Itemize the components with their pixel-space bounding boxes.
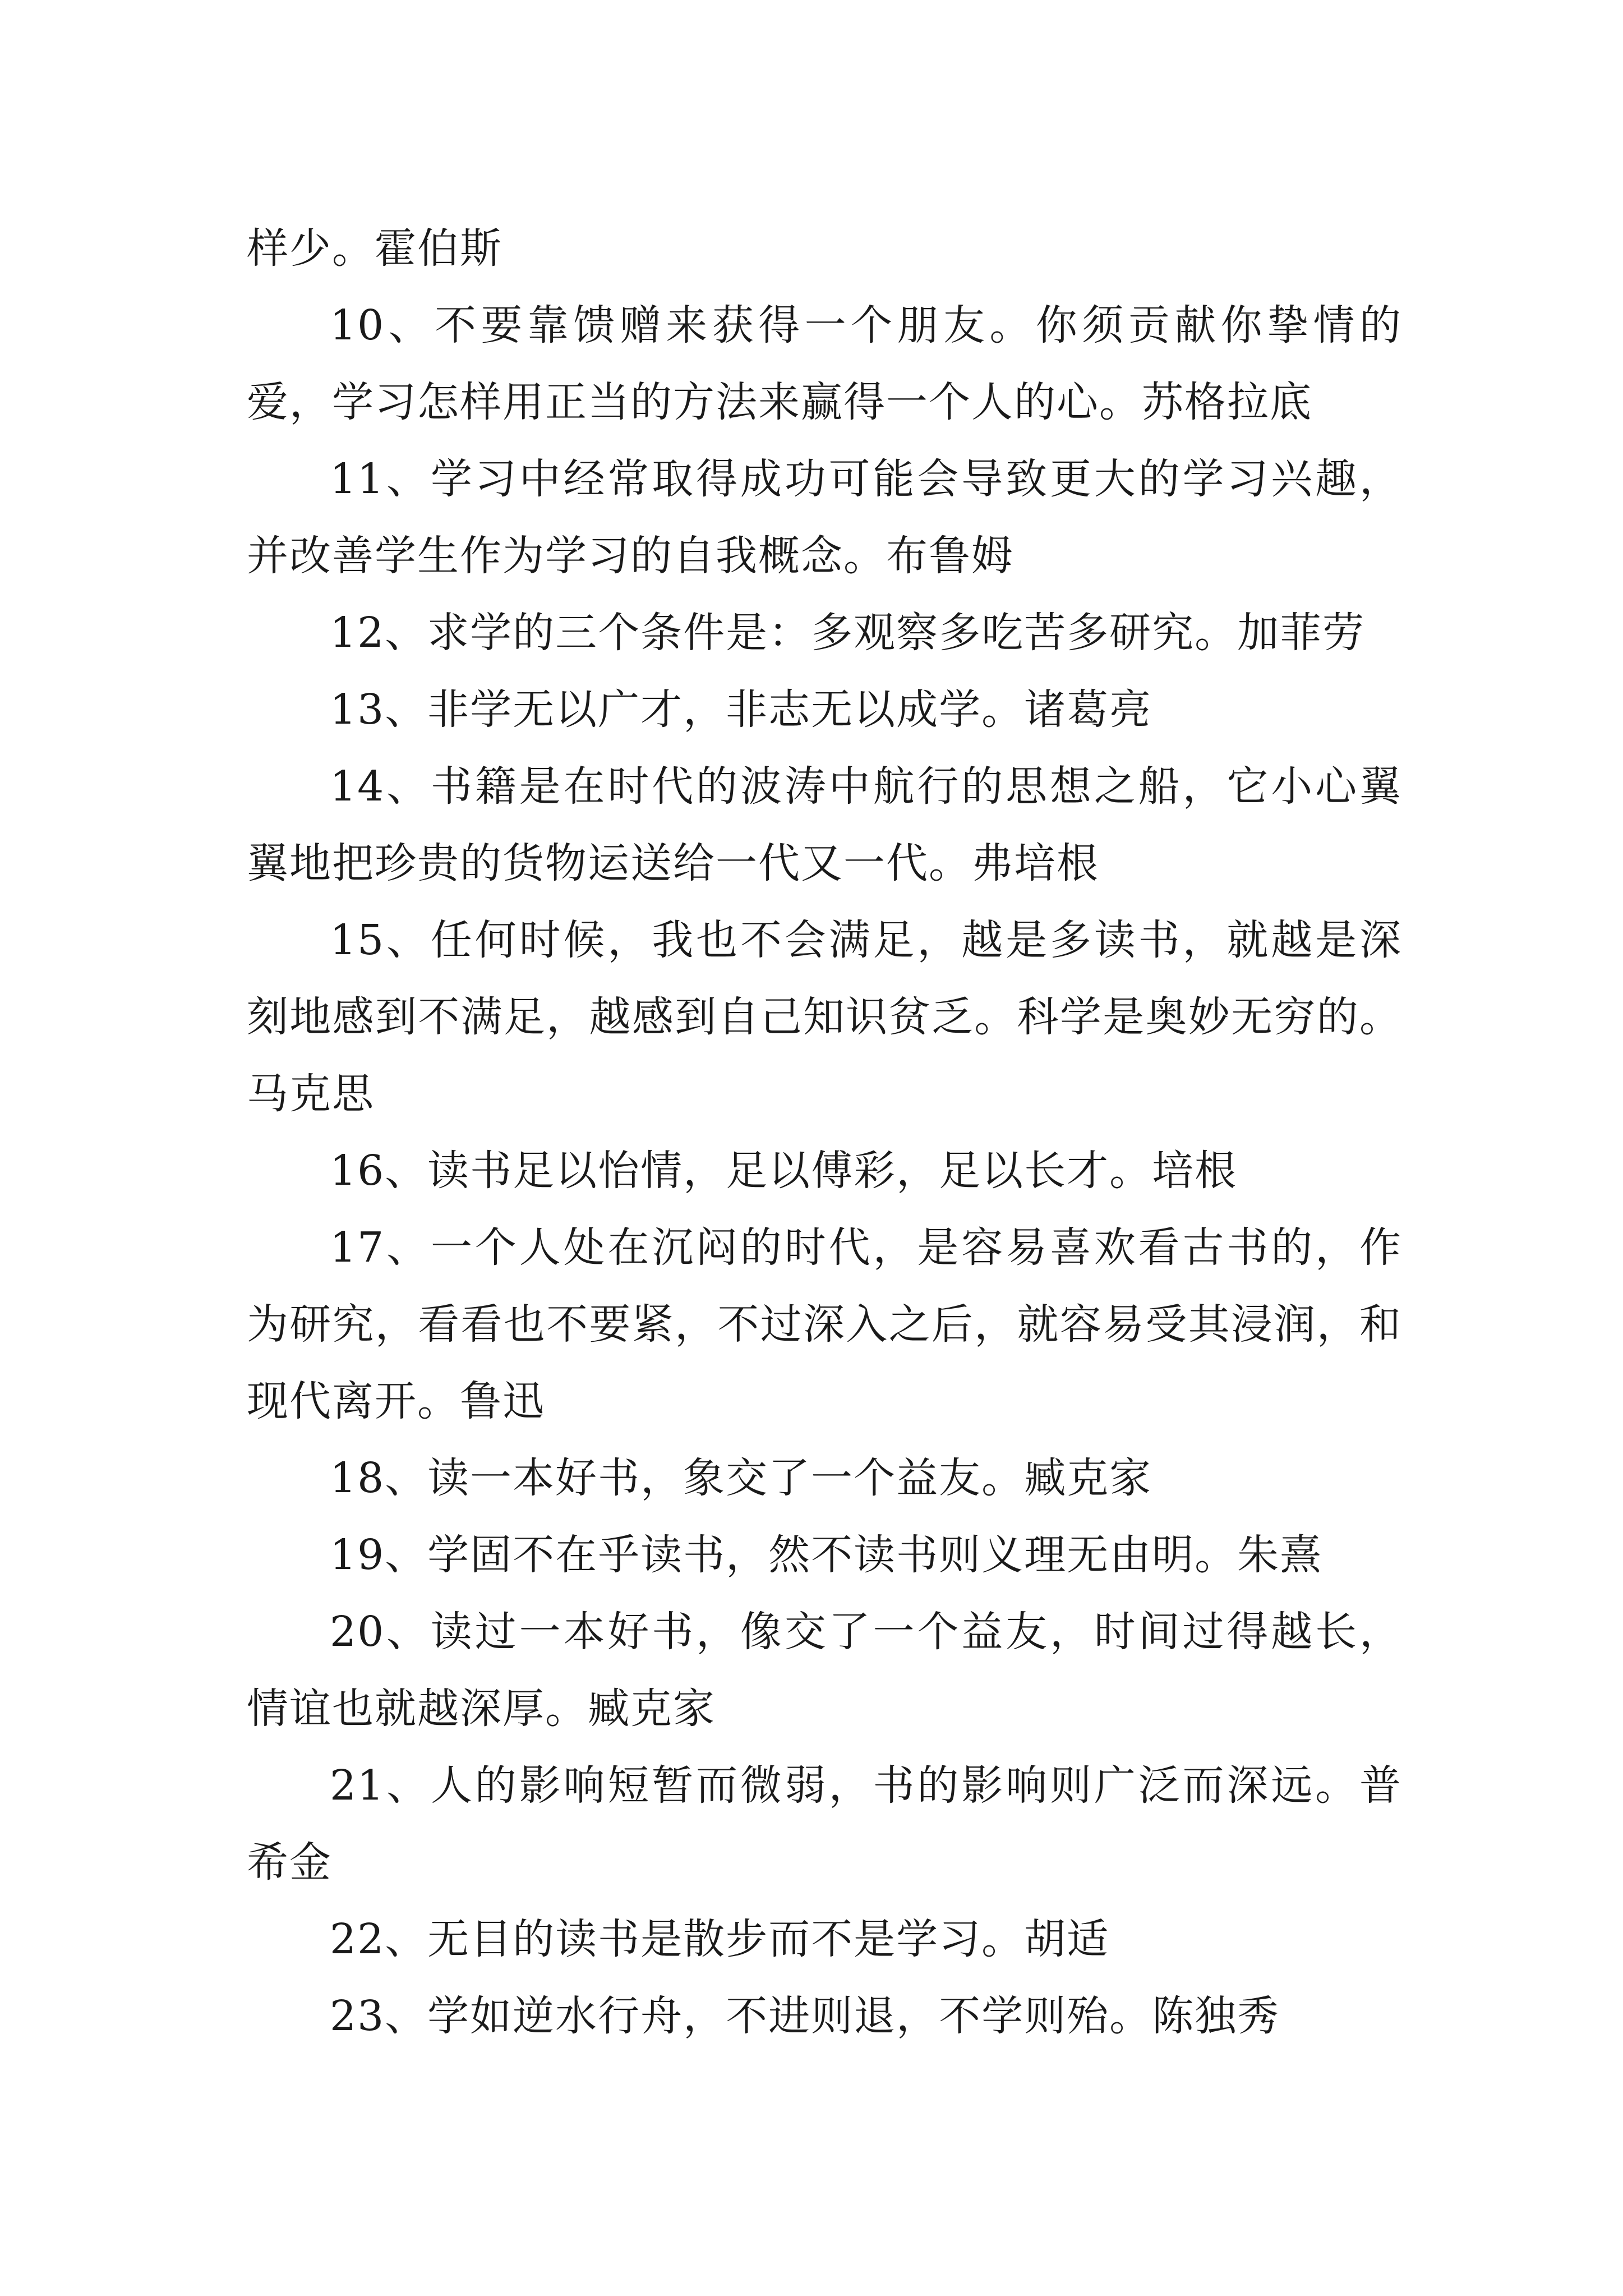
quote-17: 17、一个人处在沉闷的时代，是容易喜欢看古书的，作为研究，看看也不要紧，不过深入之后，就容易受其浸润，和现代离开。鲁迅 <box>247 1223 1402 1425</box>
quote-15: 15、任何时候，我也不会满足，越是多读书，就越是深刻地感到不满足，越感到自己知识贫乏。科学是奥妙无穷的。马克思 <box>247 916 1402 1118</box>
paragraph-continuation: 样少。霍伯斯 <box>247 224 502 273</box>
quote-14: 14、书籍是在时代的波涛中航行的思想之船，它小心翼翼地把珍贵的货物运送给一代又一代。弗培根 <box>247 762 1402 887</box>
quote-11: 11、学习中经常取得成功可能会导致更大的学习兴趣，并改善学生作为学习的自我概念。布鲁姆 <box>247 455 1402 580</box>
quote-23: 23、学如逆水行舟，不进则退，不学则殆。陈独秀 <box>330 1992 1280 2040</box>
quote-13: 13、非学无以广才，非志无以成学。诸葛亮 <box>330 685 1152 734</box>
quote-21: 21、人的影响短暂而微弱，书的影响则广泛而深远。普希金 <box>247 1761 1402 1887</box>
quote-10: 10、不要靠馈赠来获得一个朋友。你须贡献你挚情的爱，学习怎样用正当的方法来赢得一个人的心。苏格拉底 <box>247 301 1402 426</box>
quote-12: 12、求学的三个条件是：多观察多吃苦多研究。加菲劳 <box>330 609 1366 657</box>
quote-20: 20、读过一本好书，像交了一个益友，时间过得越长，情谊也就越深厚。臧克家 <box>247 1608 1402 1733</box>
quote-18: 18、读一本好书，象交了一个益友。臧克家 <box>330 1454 1152 1502</box>
document-body <box>247 210 1402 2055</box>
quote-22: 22、无目的读书是散步而不是学习。胡适 <box>330 1915 1110 1963</box>
quote-19: 19、学固不在乎读书，然不读书则义理无由明。朱熹 <box>330 1531 1323 1579</box>
quote-16: 16、读书足以怡情，足以傅彩，足以长才。培根 <box>330 1147 1238 1195</box>
